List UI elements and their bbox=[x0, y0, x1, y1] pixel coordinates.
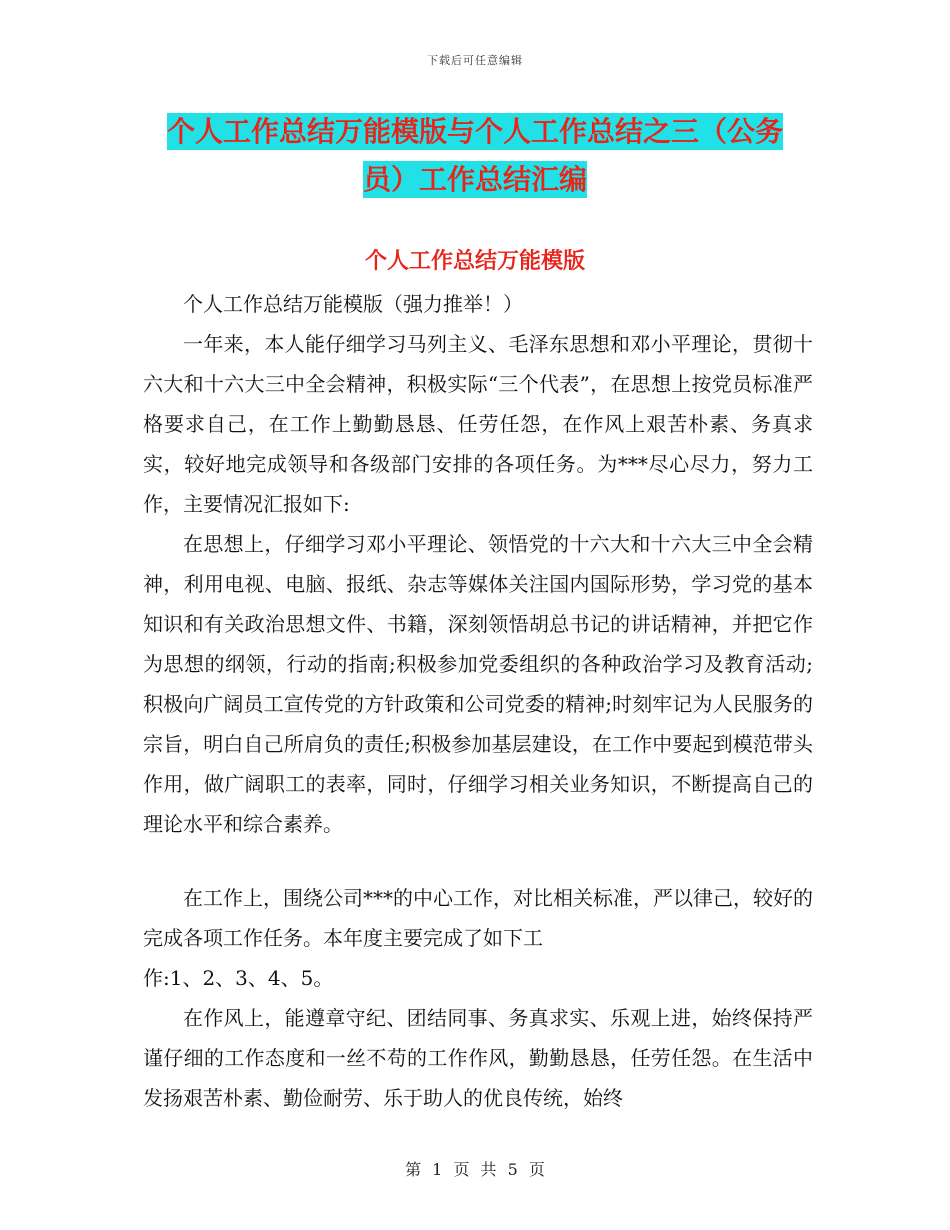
body-text bbox=[143, 284, 813, 1118]
document-title bbox=[0, 108, 950, 204]
paragraph-work: 在工作上，围绕公司***的中心工作，对比相关标准，严以律己，较好的完成各项工作任务。本年度主要完成了如下工 bbox=[143, 886, 813, 950]
paragraph-style: 在作风上，能遵章守纪、团结同事、务真求实、乐观上进，始终保持严谨仔细的工作态度和一丝不苟的工作作风，勤勤恳恳，任劳任怨。在生活中发扬艰苦朴素、勤俭耐劳、乐于助人的优良传统，始终 bbox=[143, 1006, 813, 1110]
paragraph-work-list: 作:1、2、3、4、5。 bbox=[143, 966, 334, 990]
page-footer: 第 1 页 共 5 页 bbox=[405, 1160, 545, 1179]
page-header: 下载后可任意编辑 bbox=[427, 54, 523, 67]
document-title-line-1: 个人工作总结万能模版与个人工作总结之三（公务 bbox=[166, 115, 783, 148]
paragraph-thought: 在思想上，仔细学习邓小平理论、领悟党的十六大和十六大三中全会精神，利用电视、电脑、报纸、杂志等媒体关注国内国际形势，学习党的基本知识和有关政治思想文件、书籍，深刻领悟胡总书记的讲话精神，并把它作为思想的纲领，行动的指南;积极参加党委组织的各种政治学习及教育活动;积极向广阔员工宣传党的方针政策和公司党委的精神;时刻牢记为人民服务的宗旨，明白自己所肩负的责任;积极参加基层建设，在工作中要起到模范带头作用，做广阔职工的表率，同时，仔细学习相关业务知识，不断提高自己的理论水平和综合素养。 bbox=[143, 532, 813, 836]
paragraph-subtitle: 个人工作总结万能模版（强力推举！） bbox=[183, 292, 523, 316]
paragraph-intro: 一年来，本人能仔细学习马列主义、毛泽东思想和邓小平理论，贯彻十六大和十六大三中全会精神，积极实际“三个代表”，在思想上按党员标准严格要求自己，在工作上勤勤恳恳、任劳任怨，在作风上艰苦朴素、务真求实，较好地完成领导和各级部门安排的各项任务。为***尽心尽力，努力工作，主要情况汇报如下: bbox=[143, 332, 813, 516]
document-title-line-2: 员）工作总结汇编 bbox=[362, 163, 587, 196]
section-title: 个人工作总结万能模版 bbox=[364, 249, 585, 274]
